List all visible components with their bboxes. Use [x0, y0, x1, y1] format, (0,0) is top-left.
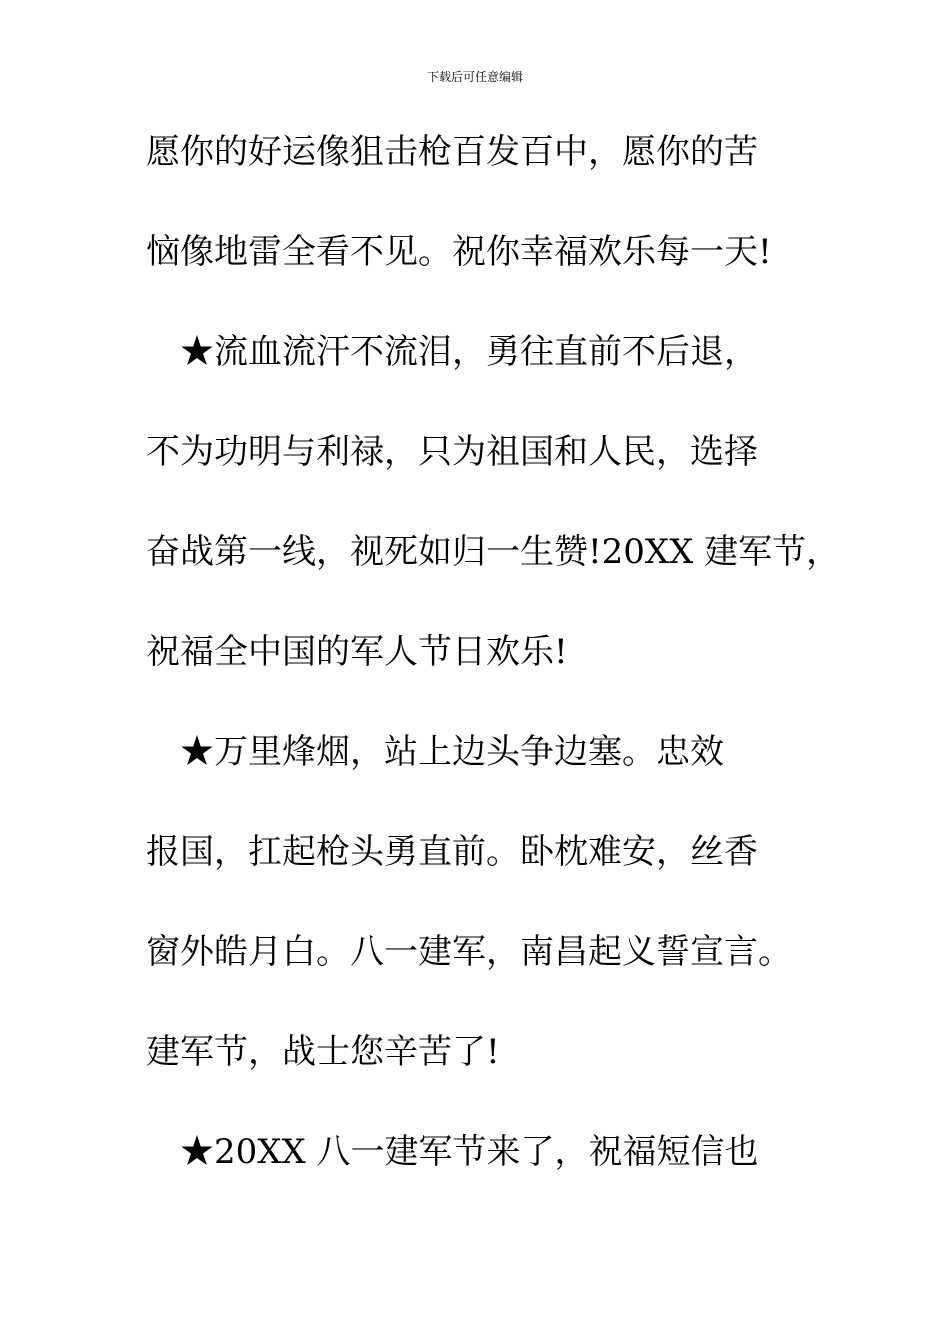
text-line: 祝福全中国的军人节日欢乐! [146, 632, 568, 672]
text-line: 愿你的好运像狙击枪百发百中，愿你的苦 [146, 132, 758, 172]
text-line: 窗外皓月白。八一建军，南昌起义誓宣言。 [146, 932, 792, 972]
header-note: 下载后可任意编辑 [426, 70, 523, 84]
text-line: 报国，扛起枪头勇直前。卧枕难安，丝香 [146, 832, 758, 872]
text-line: ★流血流汗不流泪，勇往直前不后退， [146, 332, 758, 372]
text-line: ★万里烽烟，站上边头争边塞。忠效 [146, 732, 724, 772]
text-line: 恼像地雷全看不见。祝你幸福欢乐每一天! [146, 232, 772, 272]
text-line: ★20XX 八一建军节来了，祝福短信也 [146, 1132, 759, 1172]
text-line: 奋战第一线，视死如归一生赞!20XX 建军节， [146, 532, 841, 572]
text-line: 建军节，战士您辛苦了! [146, 1032, 500, 1072]
text-line: 不为功明与利禄，只为祖国和人民，选择 [146, 432, 758, 472]
